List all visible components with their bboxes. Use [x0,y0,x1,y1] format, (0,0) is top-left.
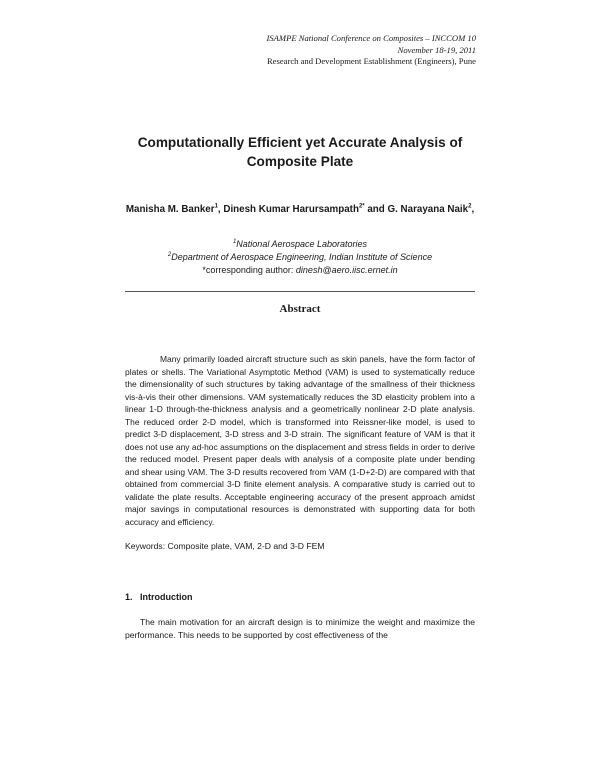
author-affiliation-mark: 1 [214,203,218,210]
section-heading-introduction: 1. Introduction [125,592,193,602]
conference-venue: Research and Development Establishment (Engineers), Pune [266,56,476,66]
author-affiliation-mark: 2 [468,203,472,210]
introduction-body: The main motivation for an aircraft design is to minimize the weight and maximize the performance. This needs to be supported by cost effectiveness of the [125,617,475,640]
corresponding-author: *corresponding author: dinesh@aero.iisc.ernet.in [202,265,398,275]
author-name: Manisha M. Banker [125,204,215,215]
abstract-body: Many primarily loaded aircraft structure such as skin panels, have the form factor of plates or shells. The Variational Asymptotic Method (VAM) is used to systematically reduce the dimensionality of such structures by taking advantage of the smallness of their thickness vis-à-vis their other dimensions. VAM systematically reduces the 3D elasticity problem into a linear 1-D through-the-thickness analysis and a geometrically nonlinear 2-D plate analysis. The reduced order 2-D model, which is transformed into Reissner-like model, is used to predict 3-D displacement, 3-D stress and 3-D strain. The significant feature of VAM is that it does not use any ad-hoc assumptions on the displacement and stress fields in order to derive the reduced model. Present paper deals with analysis of a composite plate under bending and shear using VAM. The 3-D results recovered from VAM (1-D+2-D) are compared with that obtained from commercial 3-D finite element analysis. A comparative study is carried out to validate the plate results. Acceptable engineering accuracy of the present approach amidst major savings in computational resources is demonstrated with supporting data for both accuracy and efficiency. [125,354,475,527]
author-affiliation-mark: 2* [358,203,365,210]
affiliation-1: $^1$National Aerospace Laboratories [232,239,368,249]
author-email: dinesh@aero.iisc.ernet.in [295,265,398,275]
title-line-2: Composite Plate [246,154,354,169]
keywords: Keywords: Composite plate, VAM, 2-D and 3-D FEM [125,541,325,551]
title-line-1: Computationally Efficient yet Accurate Analysis of [137,135,463,150]
author-separator: , [471,204,475,215]
conference-dates: November 18-19, 2011 [397,44,476,55]
author-separator: , [217,204,224,215]
author-separator: and [364,204,388,215]
conference-name: ISAMPE National Conference on Composites – INCCOM 10 [266,33,476,43]
affiliation-2: $^2$Department of Aerospace Engineering, Indian Institute of Science [167,252,433,262]
author-list [0,204,600,215]
abstract-heading: Abstract [279,303,321,315]
author-name: G. Narayana Naik [387,204,469,215]
author-name: Dinesh Kumar Harursampath [223,204,359,215]
paper-title [0,133,600,171]
section-divider [125,291,475,292]
